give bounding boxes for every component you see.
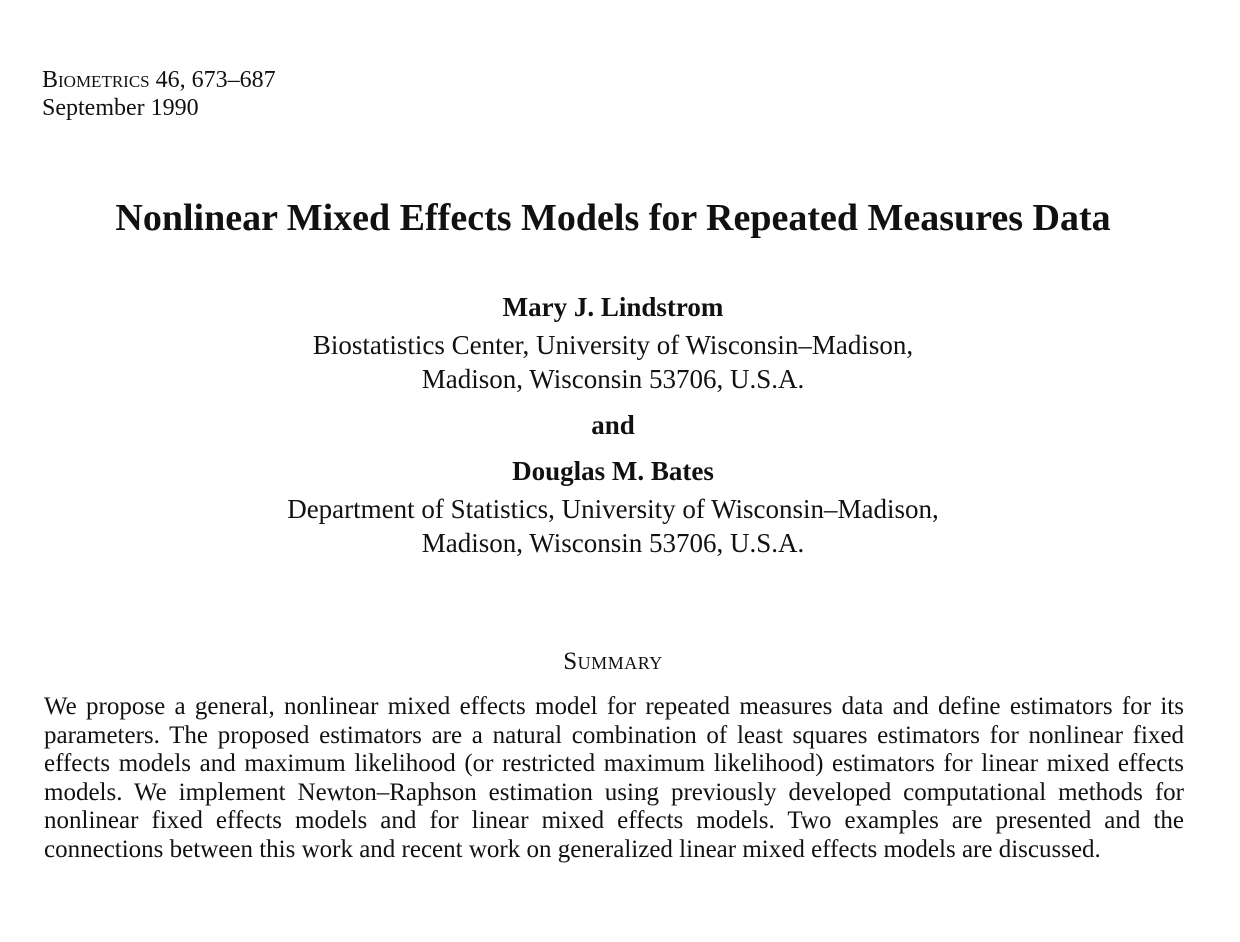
author-name-2: Douglas M. Bates [512, 456, 714, 486]
journal-header [42, 66, 276, 122]
journal-citation [42, 66, 276, 94]
author-name-1: Mary J. Lindstrom [502, 292, 724, 322]
author-conjunction: and [591, 410, 635, 440]
author-block [0, 290, 1226, 560]
author-affiliation-1-line-1: Biostatistics Center, University of Wisconsin–Madison, [312, 330, 914, 360]
author-affiliation-2-line-2: Madison, Wisconsin 53706, U.S.A. [421, 528, 805, 558]
author-affiliation-2-line-1: Department of Statistics, University of Wisconsin–Madison, [287, 494, 939, 524]
journal-volume-pages: 46, 673–687 [155, 67, 276, 93]
summary-text: We propose a general, nonlinear mixed effects model for repeated measures data and define estimators for its parameters. The proposed estimators are a natural combination of least squares estimators for nonlinear fixed effects models and maximum likelihood (or restricted maximum likelihood) estimators for linear mixed effects models. We implement Newton–Raphson estimation using previously developed computational methods for nonlinear fixed effects models and for linear mixed effects models. Two examples are presented and the connections between this work and recent work on generalized linear mixed effects models are discussed. [44, 693, 1184, 863]
journal-date: September 1990 [42, 95, 199, 121]
journal-name: Biometrics [42, 67, 150, 93]
summary-heading: Summary [563, 648, 663, 675]
author-affiliation-1-line-2: Madison, Wisconsin 53706, U.S.A. [421, 364, 805, 394]
paper-title: Nonlinear Mixed Effects Models for Repeated Measures Data [115, 197, 1111, 239]
